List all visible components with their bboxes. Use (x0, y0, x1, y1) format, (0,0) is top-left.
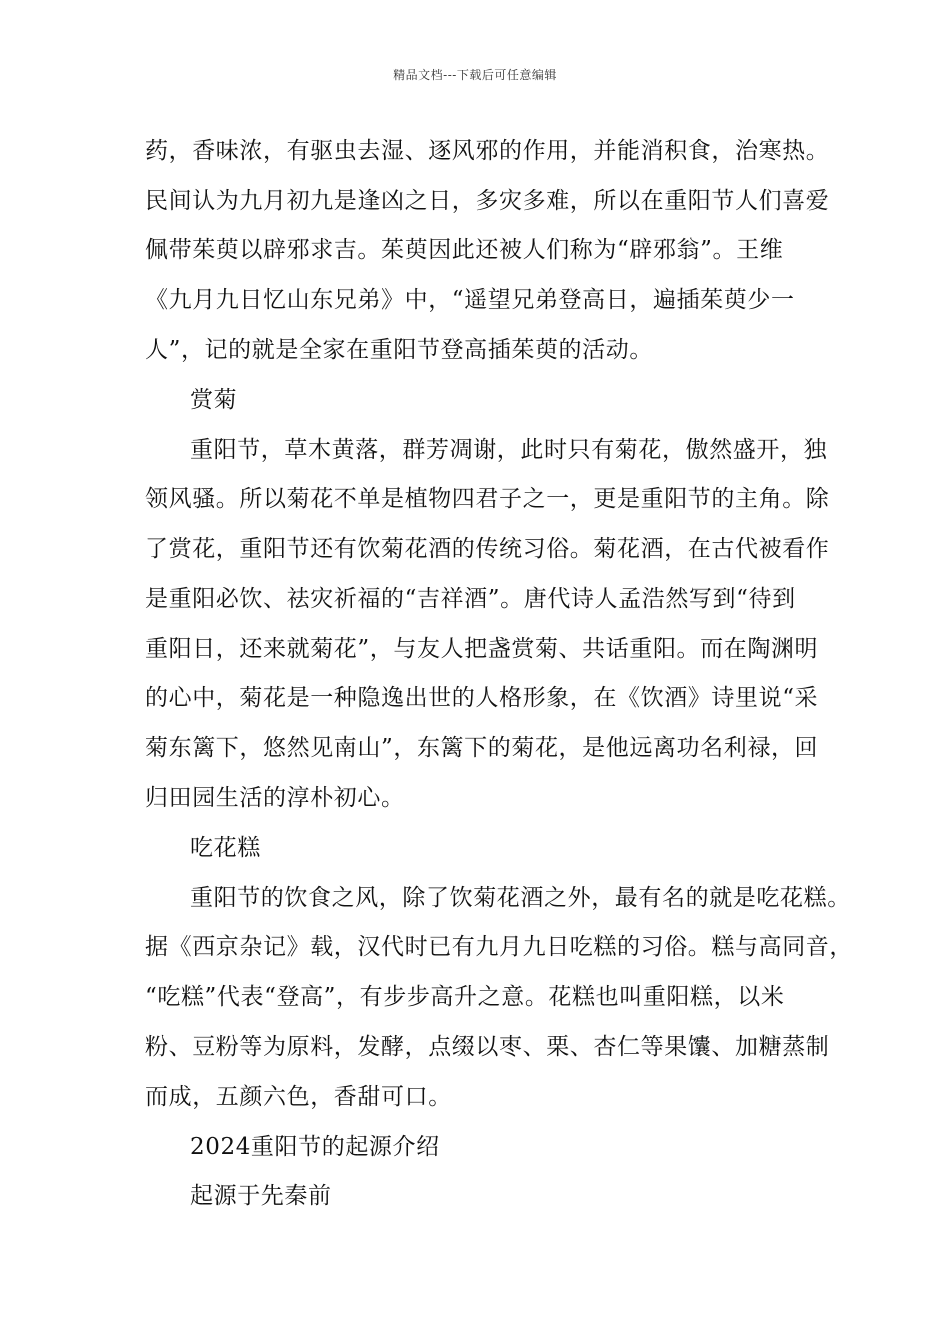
body-line: 粉、豆粉等为原料，发酵，点缀以枣、栗、杏仁等果馕、加糖蒸制 (145, 1034, 830, 1060)
page-header: 精品文档---下载后可任意编辑 (393, 68, 557, 82)
paragraph-first-line: 重阳节，草木黄落，群芳凋谢，此时只有菊花，傲然盛开，独 (190, 437, 828, 463)
body-line: 了赏花，重阳节还有饮菊花酒的传统习俗。菊花酒，在古代被看作 (145, 536, 830, 562)
body-line: 的心中，菊花是一种隐逸出世的人格形象，在《饮酒》诗里说“采 (145, 685, 819, 711)
body-line: 人”，记的就是全家在重阳节登高插茱萸的活动。 (145, 337, 653, 363)
body-line: 民间认为九月初九是逢凶之日，多灾多难，所以在重阳节人们喜爱 (145, 188, 830, 214)
body-line: 菊东篱下，悠然见南山”，东篱下的菊花，是他远离功名利禄，回 (145, 735, 819, 761)
body-line: 佩带茱萸以辟邪求吉。茱萸因此还被人们称为“辟邪翁”。王维 (145, 237, 784, 263)
body-line: 《九月九日忆山东兄弟》中，“遥望兄弟登高日，遍插茱萸少一 (145, 287, 795, 313)
section-heading-shangju: 赏菊 (190, 387, 238, 413)
section-subheading: 起源于先秦前 (190, 1183, 332, 1209)
section-heading-origin: 2024重阳节的起源介绍 (190, 1134, 440, 1160)
body-line: 是重阳必饮、祛灾祈福的“吉祥酒”。唐代诗人孟浩然写到“待到 (145, 586, 796, 612)
body-line: 药，香味浓，有驱虫去湿、逐风邪的作用，并能消积食，治寒热。 (145, 138, 830, 164)
body-line: 而成，五颜六色，香甜可口。 (145, 1084, 452, 1110)
body-line: 领风骚。所以菊花不单是植物四君子之一，更是重阳节的主角。除 (145, 486, 830, 512)
paragraph-first-line: 重阳节的饮食之风，除了饮菊花酒之外，最有名的就是吃花糕。 (190, 885, 851, 911)
section-heading-chihuagao: 吃花糕 (190, 835, 261, 861)
body-line: 归田园生活的淳朴初心。 (145, 785, 405, 811)
body-line: 重阳日，还来就菊花”，与友人把盏赏菊、共话重阳。而在陶渊明 (145, 636, 819, 662)
body-line: “吃糕”代表“登高”，有步步高升之意。花糕也叫重阳糕，以米 (145, 984, 785, 1010)
body-line: 据《西京杂记》载，汉代时已有九月九日吃糕的习俗。糕与高同音， (145, 934, 853, 960)
